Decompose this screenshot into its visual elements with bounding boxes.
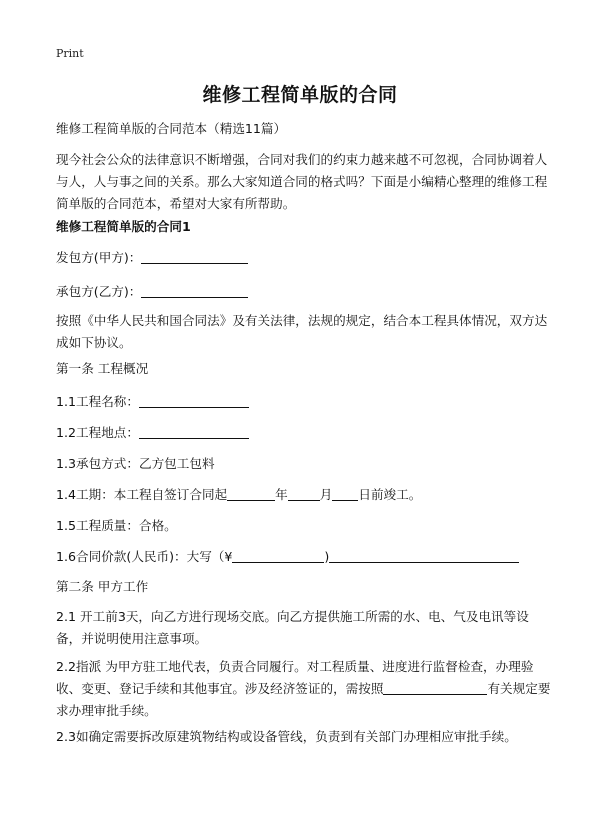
- page-title: 维修工程简单版的合同: [202, 84, 398, 106]
- party-b-line: [56, 281, 552, 303]
- party-a-label: 发包方(甲方)：: [56, 250, 142, 265]
- item-1-6-prefix: 1.6合同价款(人民币)：大写（¥: [56, 549, 233, 564]
- article-2-heading: 第二条 甲方工作: [56, 579, 149, 594]
- approval-rules-blank: [383, 680, 487, 695]
- item-1-1-line: [56, 391, 552, 413]
- party-a-line: [56, 247, 552, 269]
- article-1-heading: 第一条 工程概况: [56, 361, 149, 376]
- item-1-2-line: [56, 422, 552, 444]
- party-b-label: 承包方(乙方)：: [56, 284, 142, 299]
- close-paren: ): [324, 549, 330, 564]
- party-b-blank: [141, 283, 248, 298]
- item-1-4-line: [56, 484, 552, 506]
- project-location-blank: [139, 424, 249, 439]
- year-blank: [288, 486, 320, 501]
- item-1-4-suffix: 日前竣工。: [358, 487, 422, 502]
- price-numeric-blank: [232, 548, 324, 563]
- print-link[interactable]: Print: [56, 47, 84, 60]
- item-2-2-paragraph: [56, 656, 552, 722]
- item-2-1-paragraph: 2.1 开工前3天，向乙方进行现场交底。向乙方提供施工所需的水、电、气及电讯等设备，并说明使用注意事项。: [56, 609, 529, 646]
- item-1-6-line: [56, 546, 552, 568]
- preamble-paragraph: 按照《中华人民共和国合同法》及有关法律，法规的规定，结合本工程具体情况，双方达成如下协议。: [56, 313, 548, 350]
- party-a-blank: [141, 249, 248, 264]
- item-2-2-tail: 有关规定要求办理审批手续。: [56, 681, 551, 718]
- item-1-4-prefix: 1.4工期：本工程自签订合同起: [56, 487, 228, 502]
- item-2-3-paragraph: 2.3如确定需要拆改原建筑物结构或设备管线，负责到有关部门办理相应审批手续。: [56, 729, 517, 744]
- month-blank: [332, 486, 358, 501]
- item-1-2-label: 1.2工程地点：: [56, 425, 139, 440]
- start-date-blank: [227, 486, 275, 501]
- price-words-blank: [329, 548, 519, 563]
- item-2-2-text: 2.2指派 为甲方驻工地代表，负责合同履行。对工程质量、进度进行监督检查，办理验收、变更、登记手续和其他事宜。涉及经济签证的，需按照: [56, 659, 534, 696]
- item-1-3-line: 1.3承包方式：乙方包工包料: [56, 456, 215, 471]
- item-1-1-label: 1.1工程名称：: [56, 394, 139, 409]
- project-name-blank: [139, 393, 249, 408]
- item-1-5-line: 1.5工程质量：合格。: [56, 518, 177, 533]
- year-label: 年: [275, 487, 288, 502]
- intro-paragraph: 现今社会公众的法律意识不断增强，合同对我们的约束力越来越不可忽视，合同协调着人与人，人与事之间的关系。那么大家知道合同的格式吗？下面是小编精心整理的维修工程简单版的合同范本，希望对大家有所帮助。: [56, 152, 548, 211]
- section-heading-contract-1: 维修工程简单版的合同1: [56, 219, 191, 234]
- month-label: 月: [319, 487, 333, 502]
- document-subtitle: 维修工程简单版的合同范本（精选11篇）: [56, 121, 287, 136]
